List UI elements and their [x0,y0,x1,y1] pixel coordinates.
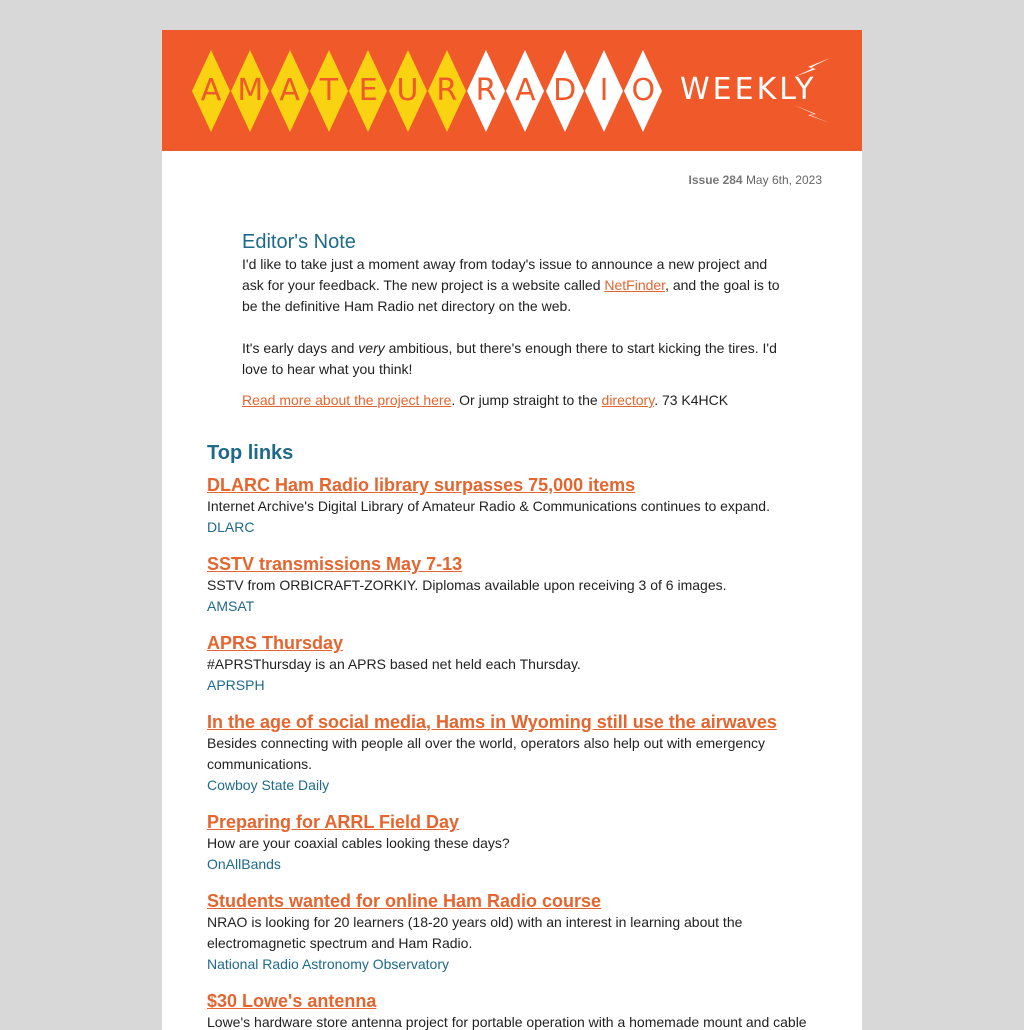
editors-note [242,230,790,411]
top-links-section [207,440,807,1030]
weekly-label: WEEKLY [680,72,817,107]
article-description: Besides connecting with people all over the world, operators also help out with emergency communications. [207,735,765,772]
logo-letter: U [396,73,419,108]
netfinder-link[interactable]: NetFinder [604,277,666,293]
logo-diamond [389,50,427,132]
list-item [207,474,807,538]
article-description: SSTV from ORBICRAFT-ZORKIY. Diplomas available upon receiving 3 of 6 images. [207,577,727,593]
article-link[interactable]: DLARC Ham Radio library surpasses 75,000 items [207,475,636,495]
editors-note-paragraph: Read more about the project here. Or jump straight to the directory. 73 K4HCK [242,392,729,408]
article-link[interactable]: $30 Lowe's antenna [207,991,377,1011]
article-source: DLARC [207,519,255,535]
editors-note-paragraph: It's early days and very ambitious, but there's enough there to start kicking the tires. I'd love to hear what you think! [242,340,777,377]
article-description: Lowe's hardware store antenna project for portable operation with a homemade mount and cable [207,1014,807,1030]
logo-letter: A [515,73,536,108]
logo-letter: O [631,73,656,108]
lightning-bolt-icon [794,58,830,78]
logo-diamond [428,50,466,132]
article-link[interactable]: APRS Thursday [207,633,344,653]
logo-diamond [192,50,230,132]
logo-diamond [546,50,584,132]
list-item [207,811,807,875]
directory-link[interactable]: directory [601,392,655,408]
article-source: AMSAT [207,598,255,614]
article-source: OnAllBands [207,856,281,872]
editors-note-paragraph: I'd like to take just a moment away from today's issue to announce a new project and ask for your feedback. The new project is a website called NetFinder, and the goal is to be the definitive Ham Radio net directory on the web. [242,256,780,314]
article-source: National Radio Astronomy Observatory [207,956,449,972]
article-source: Cowboy State Daily [207,777,330,793]
logo-letter: R [475,73,497,108]
logo-letter: I [599,73,609,108]
issue-info [689,173,822,187]
logo-diamond [585,50,623,132]
article-description: NRAO is looking for 20 learners (18-20 years old) with an interest in learning about the electromagnetic spectrum and Ham Radio. [207,914,743,951]
newsletter-banner [162,30,862,151]
logo-letter: E [358,73,378,108]
issue-number: Issue 284 [688,173,743,187]
list-item [207,711,807,796]
logo-diamond [506,50,544,132]
article-link[interactable]: SSTV transmissions May 7-13 [207,554,463,574]
article-description: Internet Archive's Digital Library of Amateur Radio & Communications continues to expand. [207,498,770,514]
logo-letter: T [319,73,339,108]
list-item [207,632,807,696]
article-link[interactable]: In the age of social media, Hams in Wyoming still use the airwaves [207,712,777,732]
logo-diamond [349,50,387,132]
editors-note-heading: Editor's Note [242,231,356,253]
logo-diamond [624,50,662,132]
logo-diamond [231,50,269,132]
logo-letter: A [279,73,300,108]
newsletter-card [162,30,862,1030]
logo-letter: D [553,73,577,108]
article-description: How are your coaxial cables looking these days? [207,835,510,851]
logo-letter: A [200,73,222,108]
article-description: #APRSThursday is an APRS based net held each Thursday. [207,656,581,672]
article-link[interactable]: Students wanted for online Ham Radio course [207,891,602,911]
top-links-heading: Top links [207,442,294,464]
read-more-link[interactable]: Read more about the project here [242,392,452,408]
logo-diamond [310,50,348,132]
list-item [207,890,807,975]
list-item [207,990,807,1030]
list-item [207,553,807,617]
logo-letter: R [436,73,458,108]
article-source: APRSPH [207,677,265,693]
logo-diamond [467,50,505,132]
lightning-bolt-icon [794,104,830,124]
issue-date: May 6th, 2023 [745,173,822,187]
article-link[interactable]: Preparing for ARRL Field Day [207,812,460,832]
logo-diamond [271,50,309,132]
logo-letter: M [237,73,264,108]
